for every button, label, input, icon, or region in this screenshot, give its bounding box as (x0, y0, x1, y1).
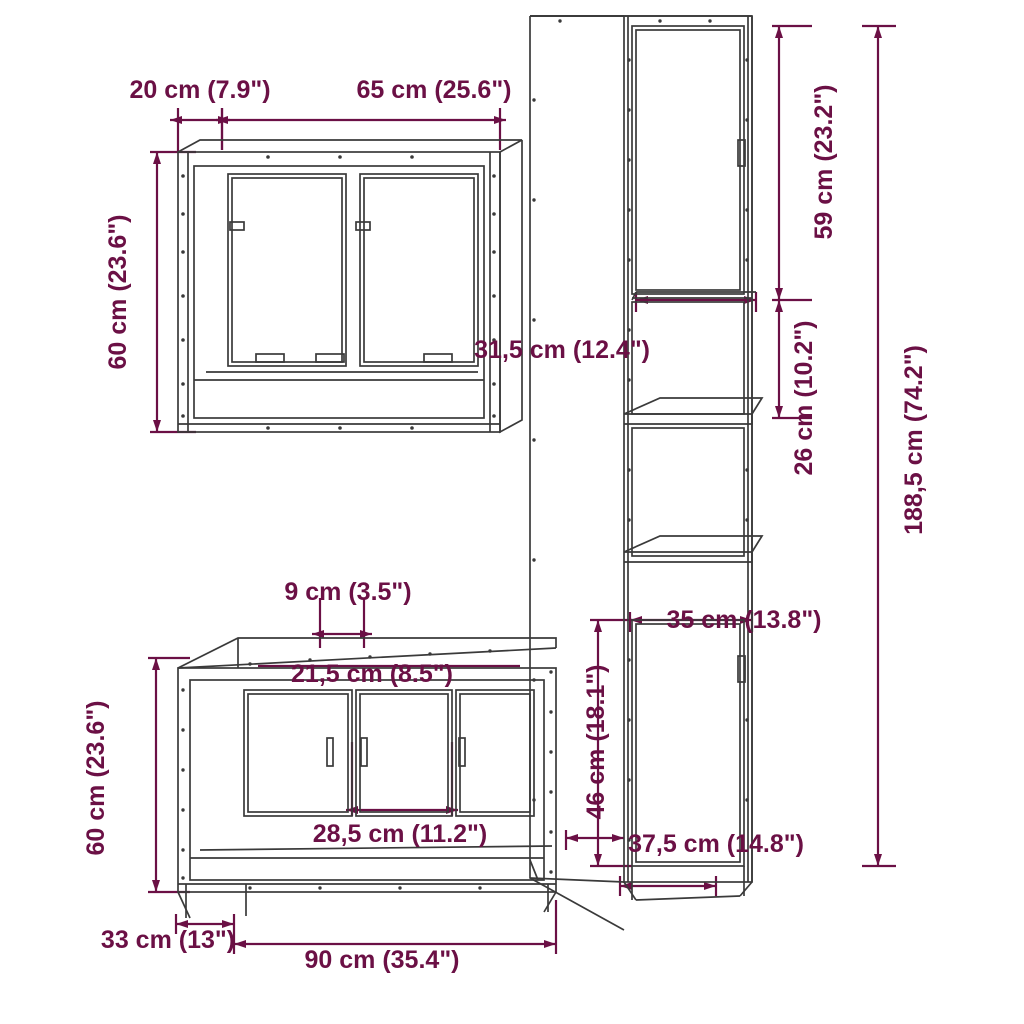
dim-base-door-wide: 28,5 cm (11.2") (312, 820, 488, 848)
dim-tall-shelf-width: 31,5 cm (12.4") (474, 336, 650, 364)
dim-base-door-small: 21,5 cm (8.5") (291, 660, 453, 688)
tall-storage-cabinet (530, 16, 762, 930)
dim-base-width: 90 cm (35.4") (304, 946, 460, 974)
dim-base-depth: 33 cm (13") (100, 926, 236, 954)
product-outlines (178, 16, 762, 930)
dimension-arrowheads (152, 26, 882, 948)
wall-mirror-cabinet (178, 140, 522, 432)
dim-tall-door-height: 46 cm (18.1") (582, 664, 610, 820)
dim-base-small-gap: 9 cm (3.5") (284, 578, 412, 606)
dim-tall-width: 35 cm (13.8") (666, 606, 822, 634)
dim-mirror-width: 65 cm (25.6") (356, 76, 512, 104)
dim-mirror-depth: 20 cm (7.9") (129, 76, 271, 104)
dim-base-height: 60 cm (23.6") (82, 700, 110, 856)
dim-tall-total-height: 188,5 cm (74.2") (900, 345, 928, 535)
dim-mirror-height: 60 cm (23.6") (104, 214, 132, 370)
dim-tall-top-section: 59 cm (23.2") (810, 84, 838, 240)
dim-tall-mid-section: 26 cm (10.2") (790, 320, 818, 476)
dim-tall-depth: 37,5 cm (14.8") (628, 830, 804, 858)
